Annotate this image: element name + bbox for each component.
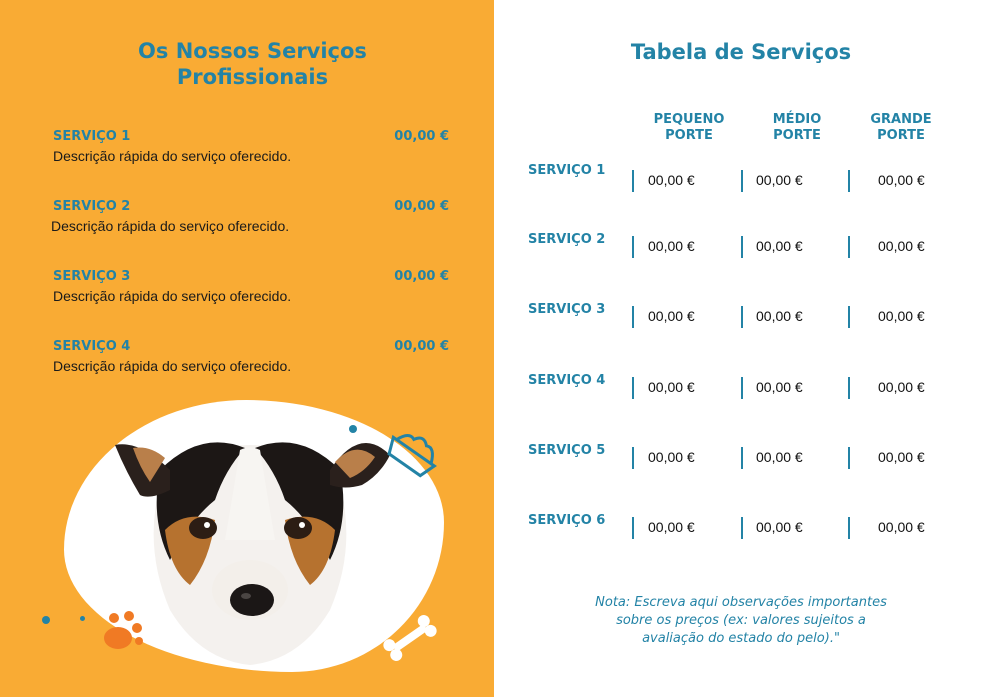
cell-divider <box>632 447 634 469</box>
cell-divider <box>848 306 850 328</box>
price-cell: 00,00 € <box>756 379 803 395</box>
price-cell: 00,00 € <box>878 238 925 254</box>
price-cell: 00,00 € <box>648 308 695 324</box>
cell-divider <box>848 517 850 539</box>
price-cell: 00,00 € <box>878 172 925 188</box>
service-name: SERVIÇO 2 <box>53 199 131 214</box>
price-cell: 00,00 € <box>648 449 695 465</box>
cell-divider <box>632 306 634 328</box>
service-name: SERVIÇO 1 <box>53 129 131 144</box>
decor-dot <box>42 616 50 624</box>
price-cell: 00,00 € <box>648 379 695 395</box>
cell-divider <box>848 170 850 192</box>
price-cell: 00,00 € <box>878 449 925 465</box>
service-description: Descrição rápida do serviço oferecido. <box>53 148 292 164</box>
price-cell: 00,00 € <box>878 308 925 324</box>
decor-dot <box>349 425 357 433</box>
price-cell: 00,00 € <box>878 519 925 535</box>
table-row-label: SERVIÇO 3 <box>528 302 606 317</box>
price-cell: 00,00 € <box>756 172 803 188</box>
table-row-label: SERVIÇO 2 <box>528 232 606 247</box>
price-table-panel <box>494 0 985 697</box>
service-description: Descrição rápida do serviço oferecido. <box>51 218 290 234</box>
price-table-title: Tabela de Serviços <box>630 40 852 64</box>
price-cell: 00,00 € <box>878 379 925 395</box>
pricing-note: Nota: Escreva aqui observações importantes sobre os preços (ex: valores sujeitos a avaliação do estado do pelo)." <box>595 595 887 646</box>
price-cell: 00,00 € <box>756 449 803 465</box>
cell-divider <box>741 306 743 328</box>
table-row-label: SERVIÇO 4 <box>528 373 606 388</box>
price-cell: 00,00 € <box>648 238 695 254</box>
service-price: 00,00 € <box>394 269 449 284</box>
price-cell: 00,00 € <box>756 308 803 324</box>
cell-divider <box>632 517 634 539</box>
price-cell: 00,00 € <box>756 519 803 535</box>
cell-divider <box>632 170 634 192</box>
price-cell: 00,00 € <box>648 519 695 535</box>
food-bowl-icon <box>380 420 450 480</box>
price-cell: 00,00 € <box>648 172 695 188</box>
decor-dot <box>80 616 85 621</box>
service-description: Descrição rápida do serviço oferecido. <box>53 288 292 304</box>
cell-divider <box>848 377 850 399</box>
paw-print-icon <box>96 606 156 656</box>
column-header-small: PEQUENO PORTE <box>653 112 725 143</box>
price-cell: 00,00 € <box>756 238 803 254</box>
service-description: Descrição rápida do serviço oferecido. <box>53 358 292 374</box>
cell-divider <box>632 377 634 399</box>
cell-divider <box>741 377 743 399</box>
table-row-label: SERVIÇO 1 <box>528 163 606 178</box>
table-row-label: SERVIÇO 5 <box>528 443 606 458</box>
cell-divider <box>848 236 850 258</box>
cell-divider <box>741 517 743 539</box>
services-title: Os Nossos Serviços Profissionais <box>138 39 367 89</box>
cell-divider <box>741 236 743 258</box>
table-row-label: SERVIÇO 6 <box>528 513 606 528</box>
cell-divider <box>741 447 743 469</box>
bone-icon <box>375 612 445 664</box>
service-name: SERVIÇO 4 <box>53 339 131 354</box>
cell-divider <box>632 236 634 258</box>
service-price: 00,00 € <box>394 129 449 144</box>
service-name: SERVIÇO 3 <box>53 269 131 284</box>
column-header-medium: MÉDIO PORTE <box>772 112 822 143</box>
service-price: 00,00 € <box>394 339 449 354</box>
column-header-large: GRANDE PORTE <box>870 112 932 143</box>
cell-divider <box>741 170 743 192</box>
cell-divider <box>848 447 850 469</box>
service-price: 00,00 € <box>394 199 449 214</box>
